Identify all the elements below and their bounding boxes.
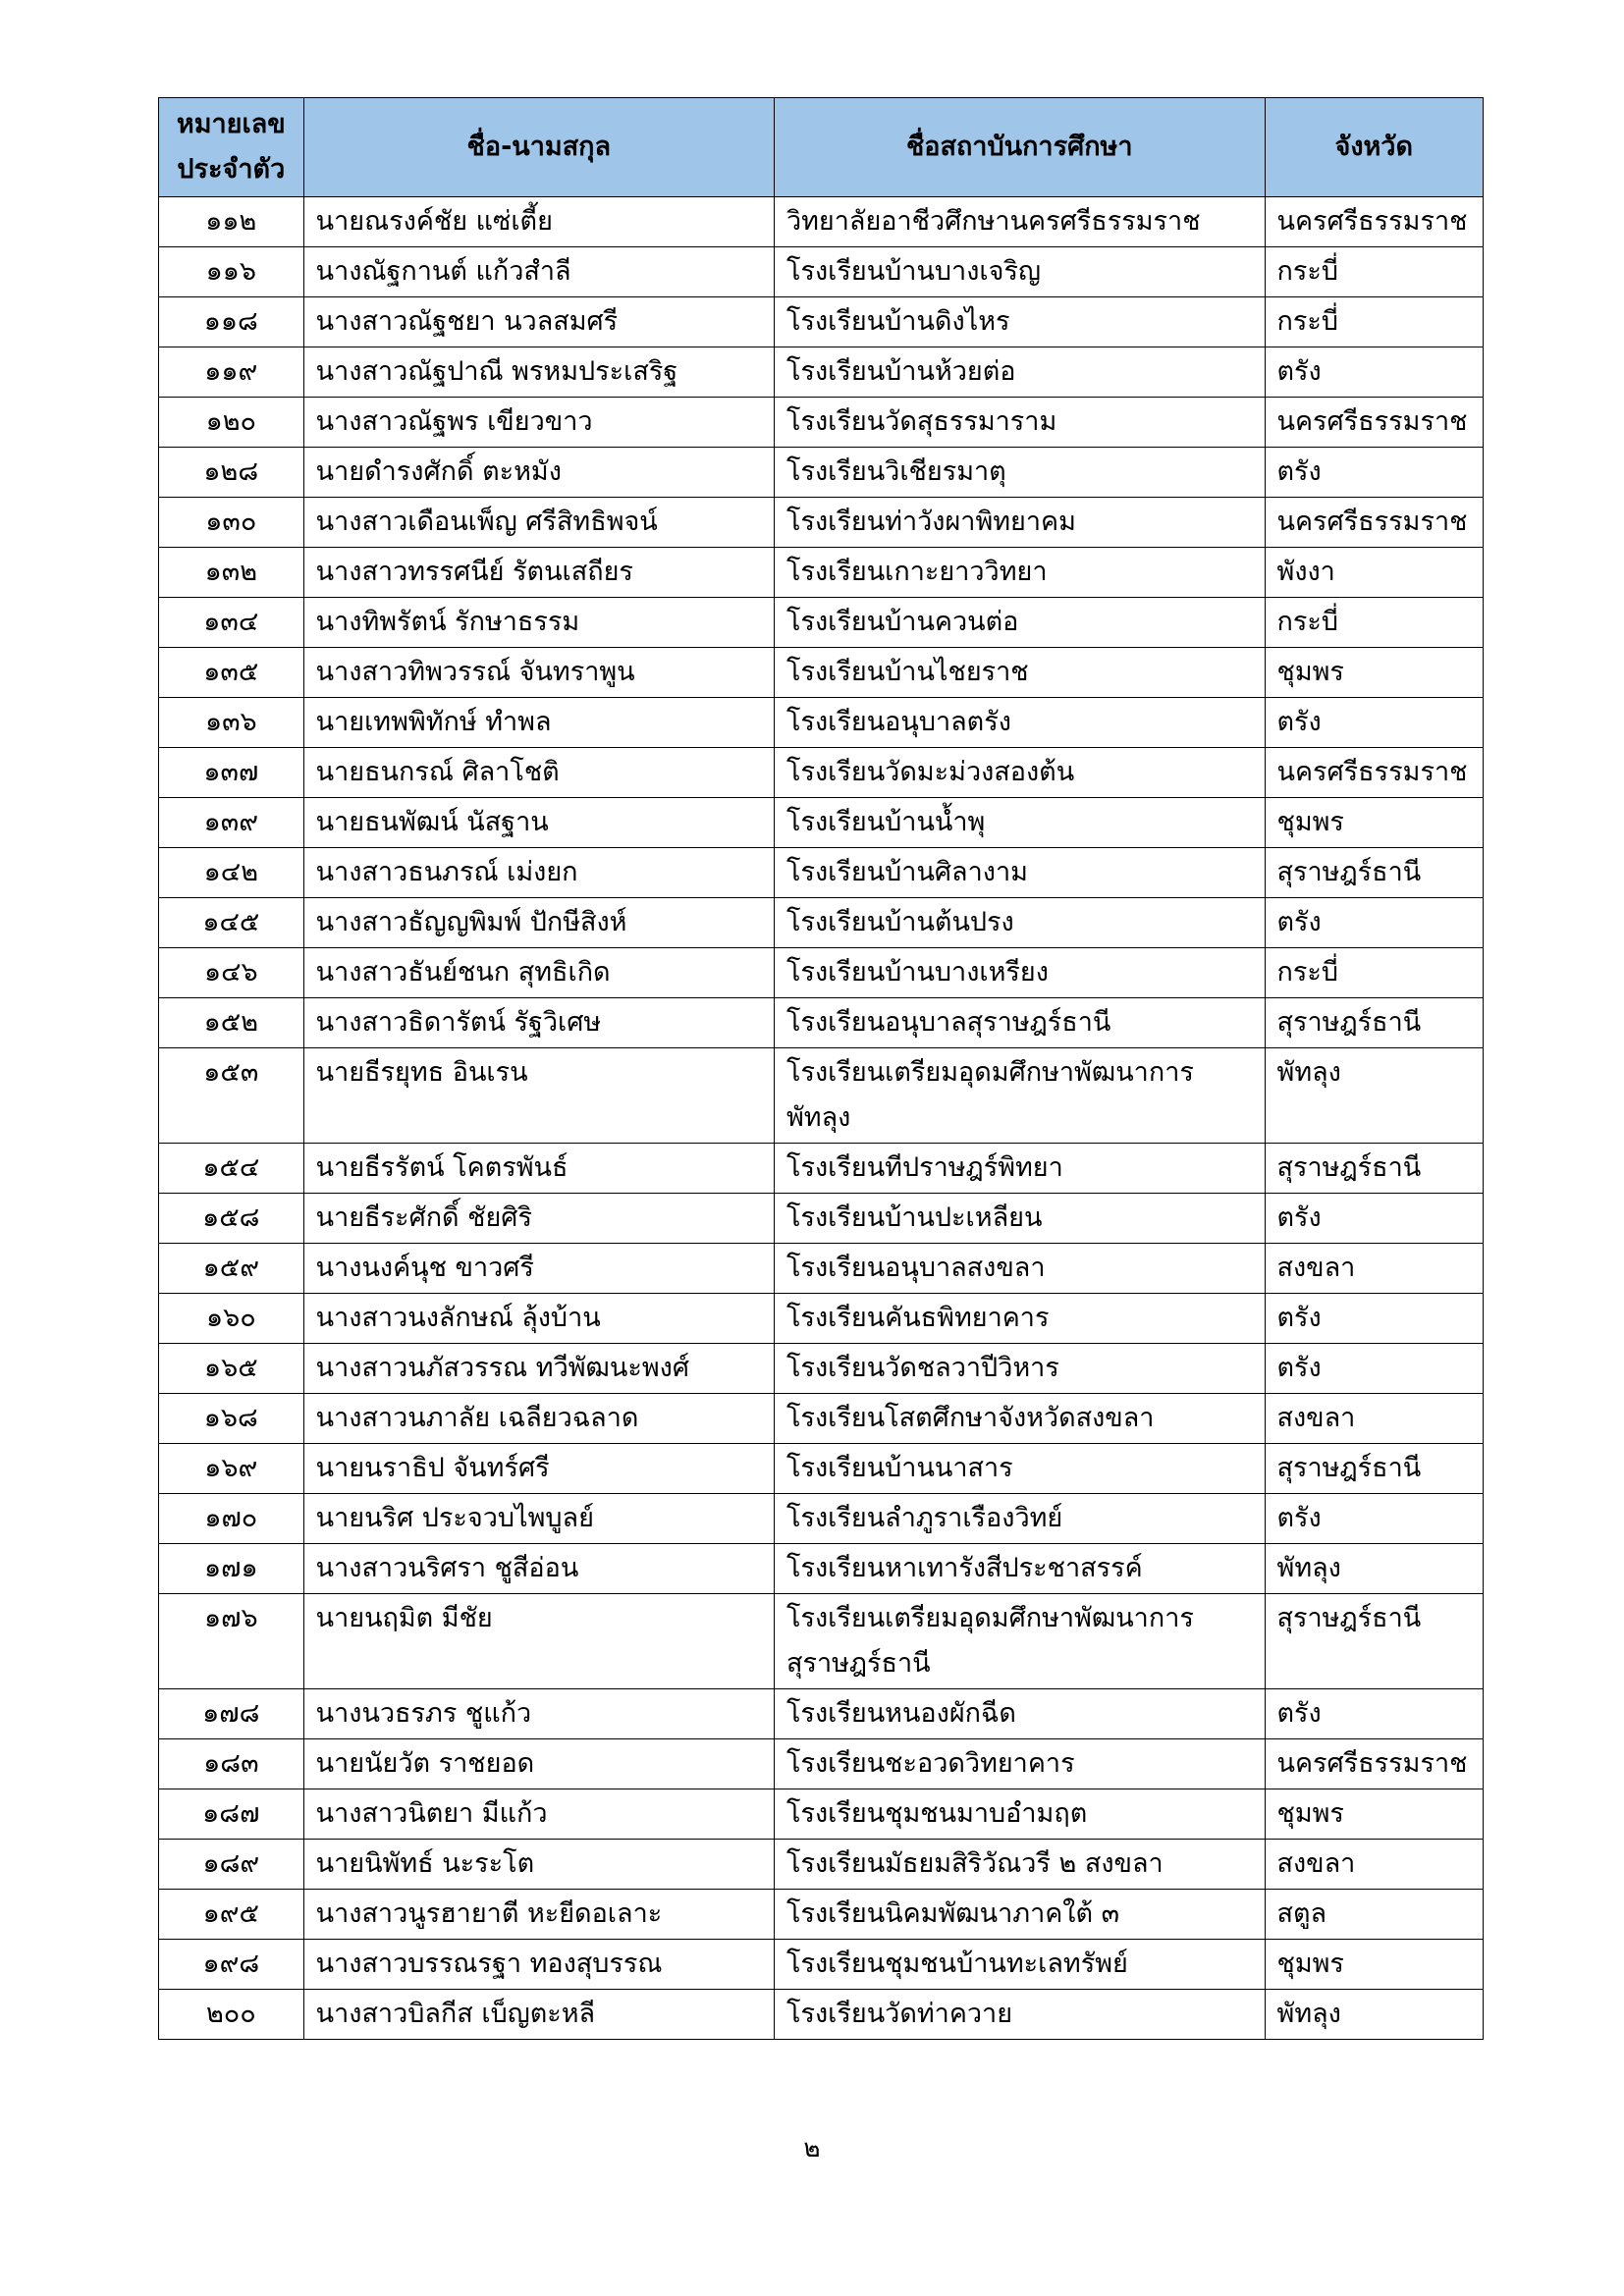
cell-institution: โรงเรียนชุมชนบ้านทะเลทรัพย์ [774, 1940, 1265, 1990]
cell-id: ๑๙๘ [159, 1940, 304, 1990]
cell-institution: โรงเรียนบ้านห้วยต่อ [774, 347, 1265, 398]
table-row [159, 1494, 1484, 1544]
table-row [159, 1194, 1484, 1244]
table-row [159, 648, 1484, 698]
cell-province: ชุมพร [1265, 1940, 1483, 1990]
cell-name: นางสาวทรรศนีย์ รัตนเสถียร [303, 548, 774, 598]
table-row [159, 1244, 1484, 1294]
cell-name: นายนฤมิต มีชัย [303, 1594, 774, 1689]
header-province: จังหวัด [1265, 98, 1483, 197]
cell-province: ตรัง [1265, 347, 1483, 398]
cell-province: กระบี่ [1265, 598, 1483, 648]
cell-name: นายณรงค์ชัย แซ่เตี้ย [303, 197, 774, 247]
cell-id: ๑๖๘ [159, 1394, 304, 1444]
cell-name: นายเทพพิทักษ์ ทำพล [303, 698, 774, 748]
cell-id: ๑๓๙ [159, 798, 304, 848]
cell-id: ๑๗๑ [159, 1544, 304, 1594]
cell-province: กระบี่ [1265, 297, 1483, 347]
table-row [159, 748, 1484, 798]
cell-province: สุราษฎร์ธานี [1265, 1444, 1483, 1494]
table-row [159, 1394, 1484, 1444]
cell-institution: โรงเรียนทีปราษฎร์พิทยา [774, 1144, 1265, 1194]
table-row [159, 347, 1484, 398]
cell-name: นางณัฐกานต์ แก้วสำลี [303, 247, 774, 297]
cell-name: นางสาวณัฐปาณี พรหมประเสริฐ [303, 347, 774, 398]
table-row [159, 498, 1484, 548]
cell-id: ๑๖๐ [159, 1294, 304, 1344]
cell-id: ๑๗๐ [159, 1494, 304, 1544]
table-row [159, 1144, 1484, 1194]
cell-id: ๑๙๕ [159, 1890, 304, 1940]
cell-institution: โรงเรียนบ้านศิลางาม [774, 848, 1265, 898]
header-name: ชื่อ-นามสกุล [303, 98, 774, 197]
cell-institution: โรงเรียนบ้านปะเหลียน [774, 1194, 1265, 1244]
table-row [159, 598, 1484, 648]
cell-province: สุราษฎร์ธานี [1265, 1144, 1483, 1194]
cell-institution: โรงเรียนบ้านนาสาร [774, 1444, 1265, 1494]
cell-province: สงขลา [1265, 1244, 1483, 1294]
cell-name: นางสาวทิพวรรณ์ จันทราพูน [303, 648, 774, 698]
cell-institution: โรงเรียนคันธพิทยาคาร [774, 1294, 1265, 1344]
cell-id: ๑๗๖ [159, 1594, 304, 1689]
cell-institution: โรงเรียนเตรียมอุดมศึกษาพัฒนาการ สุราษฎร์ธานี [774, 1594, 1265, 1689]
table-row [159, 1890, 1484, 1940]
cell-province: ตรัง [1265, 1294, 1483, 1344]
cell-province: นครศรีธรรมราช [1265, 498, 1483, 548]
cell-name: นางสาวบรรณรฐา ทองสุบรรณ [303, 1940, 774, 1990]
cell-id: ๒๐๐ [159, 1990, 304, 2040]
cell-institution: โรงเรียนวัดสุธรรมาราม [774, 398, 1265, 448]
cell-institution: โรงเรียนท่าวังผาพิทยาคม [774, 498, 1265, 548]
cell-province: พัทลุง [1265, 1990, 1483, 2040]
cell-name: นางสาวเดือนเพ็ญ ศรีสิทธิพจน์ [303, 498, 774, 548]
cell-name: นายนัยวัต ราชยอด [303, 1739, 774, 1789]
cell-id: ๑๖๙ [159, 1444, 304, 1494]
cell-name: นางสาวบิลกีส เบ็ญตะหลี [303, 1990, 774, 2040]
cell-name: นางสาวนริศรา ชูสีอ่อน [303, 1544, 774, 1594]
table-row [159, 1544, 1484, 1594]
cell-province: สงขลา [1265, 1840, 1483, 1890]
cell-name: นางสาวธนภรณ์ เม่งยก [303, 848, 774, 898]
cell-province: ตรัง [1265, 1494, 1483, 1544]
cell-institution: วิทยาลัยอาชีวศึกษานครศรีธรรมราช [774, 197, 1265, 247]
table-row [159, 948, 1484, 998]
table-row [159, 1789, 1484, 1840]
cell-province: ตรัง [1265, 1689, 1483, 1739]
cell-id: ๑๒๐ [159, 398, 304, 448]
cell-province: ชุมพร [1265, 798, 1483, 848]
cell-id: ๑๘๗ [159, 1789, 304, 1840]
cell-institution: โรงเรียนโสตศึกษาจังหวัดสงขลา [774, 1394, 1265, 1444]
cell-name: นายธนกรณ์ ศิลาโชติ [303, 748, 774, 798]
cell-province: นครศรีธรรมราช [1265, 1739, 1483, 1789]
cell-id: ๑๘๙ [159, 1840, 304, 1890]
cell-province: สงขลา [1265, 1394, 1483, 1444]
cell-name: นางสาวนูรฮายาตี หะยีดอเลาะ [303, 1890, 774, 1940]
cell-id: ๑๓๐ [159, 498, 304, 548]
cell-id: ๑๕๒ [159, 998, 304, 1048]
cell-province: พัทลุง [1265, 1544, 1483, 1594]
cell-institution: โรงเรียนบ้านต้นปรง [774, 898, 1265, 948]
cell-institution: โรงเรียนหนองผักฉีด [774, 1689, 1265, 1739]
cell-name: นายธีรยุทธ อินเรน [303, 1048, 774, 1144]
cell-institution: โรงเรียนบ้านดิงไหร [774, 297, 1265, 347]
cell-province: กระบี่ [1265, 948, 1483, 998]
cell-province: นครศรีธรรมราช [1265, 197, 1483, 247]
cell-name: นายนิพัทธ์ นะระโต [303, 1840, 774, 1890]
page-number: ๒ [803, 2134, 821, 2163]
cell-name: นางสาวนภาลัย เฉลียวฉลาด [303, 1394, 774, 1444]
cell-name: นางสาวธันย์ชนก สุทธิเกิด [303, 948, 774, 998]
cell-institution: โรงเรียนวิเชียรมาตุ [774, 448, 1265, 498]
table-row [159, 448, 1484, 498]
cell-name: นางสาวนิตยา มีแก้ว [303, 1789, 774, 1840]
cell-institution: โรงเรียนหาเทารังสีประชาสรรค์ [774, 1544, 1265, 1594]
cell-province: ชุมพร [1265, 1789, 1483, 1840]
cell-institution: โรงเรียนนิคมพัฒนาภาคใต้ ๓ [774, 1890, 1265, 1940]
table-row [159, 1689, 1484, 1739]
participant-table [158, 97, 1484, 2040]
table-row [159, 1444, 1484, 1494]
cell-id: ๑๗๘ [159, 1689, 304, 1739]
table-row [159, 1594, 1484, 1689]
cell-institution: โรงเรียนบ้านไชยราช [774, 648, 1265, 698]
cell-name: นางสาวณัฐชยา นวลสมศรี [303, 297, 774, 347]
cell-name: นายนราธิป จันทร์ศรี [303, 1444, 774, 1494]
cell-id: ๑๓๗ [159, 748, 304, 798]
cell-id: ๑๔๒ [159, 848, 304, 898]
table-row [159, 548, 1484, 598]
table-row [159, 1344, 1484, 1394]
cell-province: พัทลุง [1265, 1048, 1483, 1144]
cell-id: ๑๕๔ [159, 1144, 304, 1194]
cell-id: ๑๓๕ [159, 648, 304, 698]
cell-institution: โรงเรียนวัดชลวาปีวิหาร [774, 1344, 1265, 1394]
cell-institution: โรงเรียนชะอวดวิทยาคาร [774, 1739, 1265, 1789]
cell-id: ๑๕๘ [159, 1194, 304, 1244]
cell-province: ตรัง [1265, 1194, 1483, 1244]
cell-id: ๑๓๔ [159, 598, 304, 648]
table-row [159, 998, 1484, 1048]
table-row [159, 398, 1484, 448]
cell-name: นางสาวนภัสวรรณ ทวีพัฒนะพงศ์ [303, 1344, 774, 1394]
table-row [159, 1940, 1484, 1990]
cell-institution: โรงเรียนบ้านบางเจริญ [774, 247, 1265, 297]
cell-name: นายธีรรัตน์ โคตรพันธ์ [303, 1144, 774, 1194]
table-row [159, 1739, 1484, 1789]
cell-name: นางทิพรัตน์ รักษาธรรม [303, 598, 774, 648]
table-row [159, 898, 1484, 948]
cell-province: สุราษฎร์ธานี [1265, 1594, 1483, 1689]
cell-id: ๑๑๒ [159, 197, 304, 247]
cell-province: กระบี่ [1265, 247, 1483, 297]
table-row [159, 1990, 1484, 2040]
cell-institution: โรงเรียนอนุบาลตรัง [774, 698, 1265, 748]
table-row [159, 297, 1484, 347]
cell-id: ๑๓๒ [159, 548, 304, 598]
cell-id: ๑๑๘ [159, 297, 304, 347]
cell-name: นายดำรงศักดิ์ ตะหมัง [303, 448, 774, 498]
header-id: หมายเลขประจำตัว [159, 98, 304, 197]
cell-institution: โรงเรียนบ้านน้ำพุ [774, 798, 1265, 848]
cell-province: ตรัง [1265, 1344, 1483, 1394]
cell-name: นางสาวณัฐพร เขียวขาว [303, 398, 774, 448]
cell-institution: โรงเรียนอนุบาลสุราษฎร์ธานี [774, 998, 1265, 1048]
cell-id: ๑๘๓ [159, 1739, 304, 1789]
table-row [159, 1294, 1484, 1344]
cell-province: ตรัง [1265, 698, 1483, 748]
cell-id: ๑๕๓ [159, 1048, 304, 1144]
cell-institution: โรงเรียนอนุบาลสงขลา [774, 1244, 1265, 1294]
table-row [159, 247, 1484, 297]
cell-province: สุราษฎร์ธานี [1265, 848, 1483, 898]
cell-province: สุราษฎร์ธานี [1265, 998, 1483, 1048]
cell-institution: โรงเรียนมัธยมสิริวัณวรี ๒ สงขลา [774, 1840, 1265, 1890]
table-row [159, 848, 1484, 898]
cell-province: พังงา [1265, 548, 1483, 598]
cell-name: นางนงค์นุช ขาวศรี [303, 1244, 774, 1294]
cell-institution: โรงเรียนบ้านควนต่อ [774, 598, 1265, 648]
cell-id: ๑๑๙ [159, 347, 304, 398]
header-row [159, 98, 1484, 197]
cell-name: นายธีระศักดิ์ ชัยศิริ [303, 1194, 774, 1244]
table-row [159, 1048, 1484, 1144]
cell-institution: โรงเรียนชุมชนมาบอำมฤต [774, 1789, 1265, 1840]
cell-province: ชุมพร [1265, 648, 1483, 698]
cell-name: นางสาวนงลักษณ์ ลุ้งบ้าน [303, 1294, 774, 1344]
table-body [159, 197, 1484, 2040]
cell-institution: โรงเรียนวัดมะม่วงสองต้น [774, 748, 1265, 798]
cell-id: ๑๔๖ [159, 948, 304, 998]
cell-institution: โรงเรียนเกาะยาววิทยา [774, 548, 1265, 598]
table-row [159, 698, 1484, 748]
cell-institution: โรงเรียนลำภูราเรืองวิทย์ [774, 1494, 1265, 1544]
cell-name: นายนริศ ประจวบไพบูลย์ [303, 1494, 774, 1544]
cell-name: นางสาวธัญญพิมพ์ ปักษีสิงห์ [303, 898, 774, 948]
cell-name: นางสาวธิดารัตน์ รัฐวิเศษ [303, 998, 774, 1048]
cell-id: ๑๓๖ [159, 698, 304, 748]
cell-province: นครศรีธรรมราช [1265, 398, 1483, 448]
cell-province: ตรัง [1265, 448, 1483, 498]
cell-id: ๑๖๕ [159, 1344, 304, 1394]
cell-id: ๑๑๖ [159, 247, 304, 297]
table-row [159, 798, 1484, 848]
cell-id: ๑๔๕ [159, 898, 304, 948]
cell-id: ๑๒๘ [159, 448, 304, 498]
cell-province: ตรัง [1265, 898, 1483, 948]
cell-institution: โรงเรียนวัดท่าควาย [774, 1990, 1265, 2040]
cell-name: นายธนพัฒน์ นัสฐาน [303, 798, 774, 848]
cell-id: ๑๕๙ [159, 1244, 304, 1294]
cell-province: นครศรีธรรมราช [1265, 748, 1483, 798]
cell-institution: โรงเรียนเตรียมอุดมศึกษาพัฒนาการ พัทลุง [774, 1048, 1265, 1144]
header-institution: ชื่อสถาบันการศึกษา [774, 98, 1265, 197]
table-header [159, 98, 1484, 197]
cell-province: สตูล [1265, 1890, 1483, 1940]
cell-name: นางนวธรภร ชูแก้ว [303, 1689, 774, 1739]
table-row [159, 1840, 1484, 1890]
cell-institution: โรงเรียนบ้านบางเหรียง [774, 948, 1265, 998]
table-row [159, 197, 1484, 247]
